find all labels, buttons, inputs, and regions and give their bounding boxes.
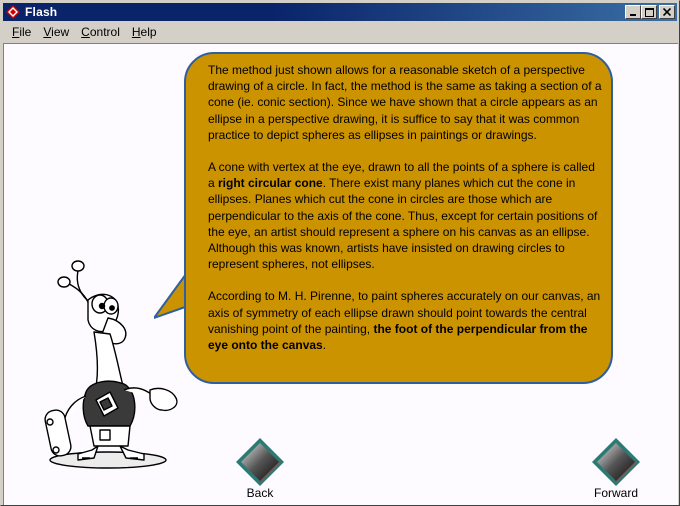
window-title: Flash <box>25 5 58 19</box>
back-label: Back <box>246 486 274 500</box>
forward-diamond-icon <box>590 436 642 486</box>
forward-button[interactable] <box>588 436 644 500</box>
flash-stage <box>3 43 678 505</box>
back-button[interactable] <box>234 436 286 500</box>
menu-view[interactable]: View <box>43 25 70 39</box>
close-button[interactable] <box>659 5 675 19</box>
explanation-text <box>208 62 604 353</box>
close-icon <box>663 8 671 16</box>
cartoon-bug-character <box>38 260 188 472</box>
forward-label: Forward <box>593 486 638 500</box>
flash-app-icon[interactable] <box>5 4 21 20</box>
back-diamond-icon <box>234 436 286 486</box>
paragraph-2: A cone with vertex at the eye, drawn to all the points of a sphere is called a right circular cone. There exist many planes which cut the cone in ellipses. Planes which cut the cone in circles are those which are perpendicular to the axis of the cone. Thus, except for certain positions of the eye, an artist should represent a sphere on his canvas as an ellipse. Although this was known, artists have insisted on drawing circles to represent spheres, not ellipses. <box>208 160 598 272</box>
menu-file[interactable]: File <box>12 25 32 39</box>
title-bar[interactable] <box>3 3 677 21</box>
maximize-icon <box>645 8 654 17</box>
speech-bubble <box>184 52 613 384</box>
maximize-button[interactable] <box>641 5 657 19</box>
minimize-icon <box>629 8 637 16</box>
menu-bar <box>3 22 677 42</box>
menu-help[interactable]: Help <box>131 25 157 39</box>
paragraph-1: The method just shown allows for a reasonable sketch of a perspective drawing of a circle. In fact, the method is the same as taking a section of a cone (ie. conic section). Since we have shown that a circle appears as an ellipse in a perspective drawing, it is suffice to say that it was common practice to depict spheres as ellipses in paintings or drawings. <box>208 63 602 142</box>
minimize-button[interactable] <box>625 5 641 19</box>
paragraph-3: According to M. H. Pirenne, to paint spheres accurately on our canvas, an axis of symmetry of each ellipse drawn should point towards the central vanishing point of the painting, the foot of the perpendicular from the eye onto the canvas. <box>208 289 601 353</box>
menu-control[interactable]: Control <box>81 25 120 39</box>
